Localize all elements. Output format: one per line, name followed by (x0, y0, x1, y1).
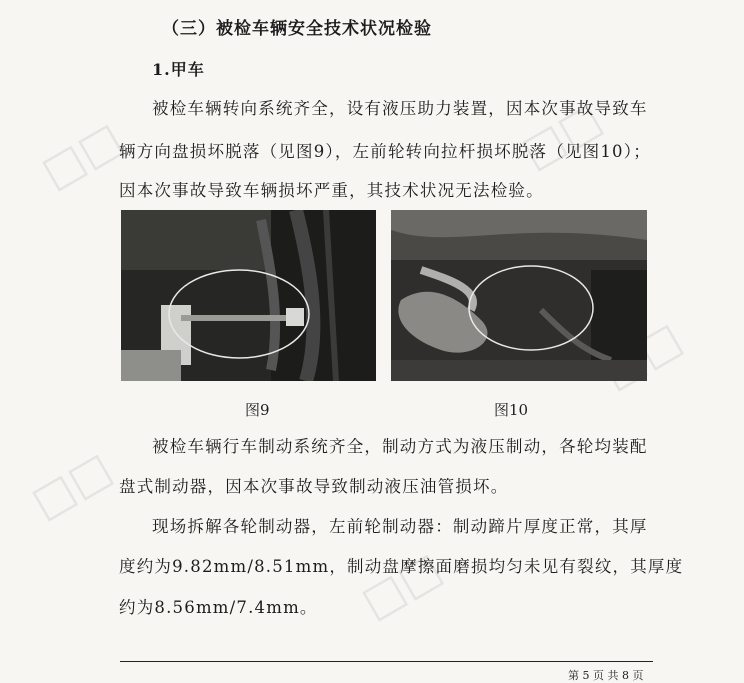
figure-10-photo (391, 210, 647, 381)
tie-rod-damage-image (391, 210, 647, 381)
paragraph-line: 辆方向盘损坏脱落（见图9），左前轮转向拉杆损坏脱落（见图10）； (119, 142, 651, 161)
page-number: 第 5 页 共 8 页 (568, 669, 644, 682)
figure-10-caption: 图10 (494, 401, 529, 419)
section-title: （三）被检车辆安全技术状况检验 (162, 19, 432, 39)
subsection-title: 1.甲车 (152, 60, 205, 79)
figure-9-caption: 图9 (245, 401, 270, 419)
watermark: □□ (352, 542, 451, 629)
watermark: □□ (512, 92, 611, 179)
figure-9-photo (121, 210, 376, 381)
paragraph-line: 现场拆解各轮制动器，左前轮制动器：制动蹄片厚度正常，其厚 (152, 517, 648, 536)
paragraph-line: 被检车辆行车制动系统齐全，制动方式为液压制动，各轮均装配 (152, 437, 648, 456)
footer-divider (120, 661, 653, 662)
watermark: □□ (32, 112, 131, 199)
paragraph-line: 被检车辆转向系统齐全，设有液压助力装置，因本次事故导致车 (152, 99, 648, 118)
steering-damage-image (121, 210, 376, 381)
paragraph-line: 约为8.56mm/7.4mm。 (119, 598, 318, 617)
watermark: □□ (22, 442, 121, 529)
paragraph-line: 盘式制动器，因本次事故导致制动液压油管损坏。 (119, 477, 509, 496)
paragraph-line: 因本次事故导致车辆损坏严重，其技术状况无法检验。 (119, 181, 544, 200)
paragraph-line: 度约为9.82mm/8.51mm，制动盘摩擦面磨损均匀未见有裂纹，其厚度 (119, 557, 684, 576)
